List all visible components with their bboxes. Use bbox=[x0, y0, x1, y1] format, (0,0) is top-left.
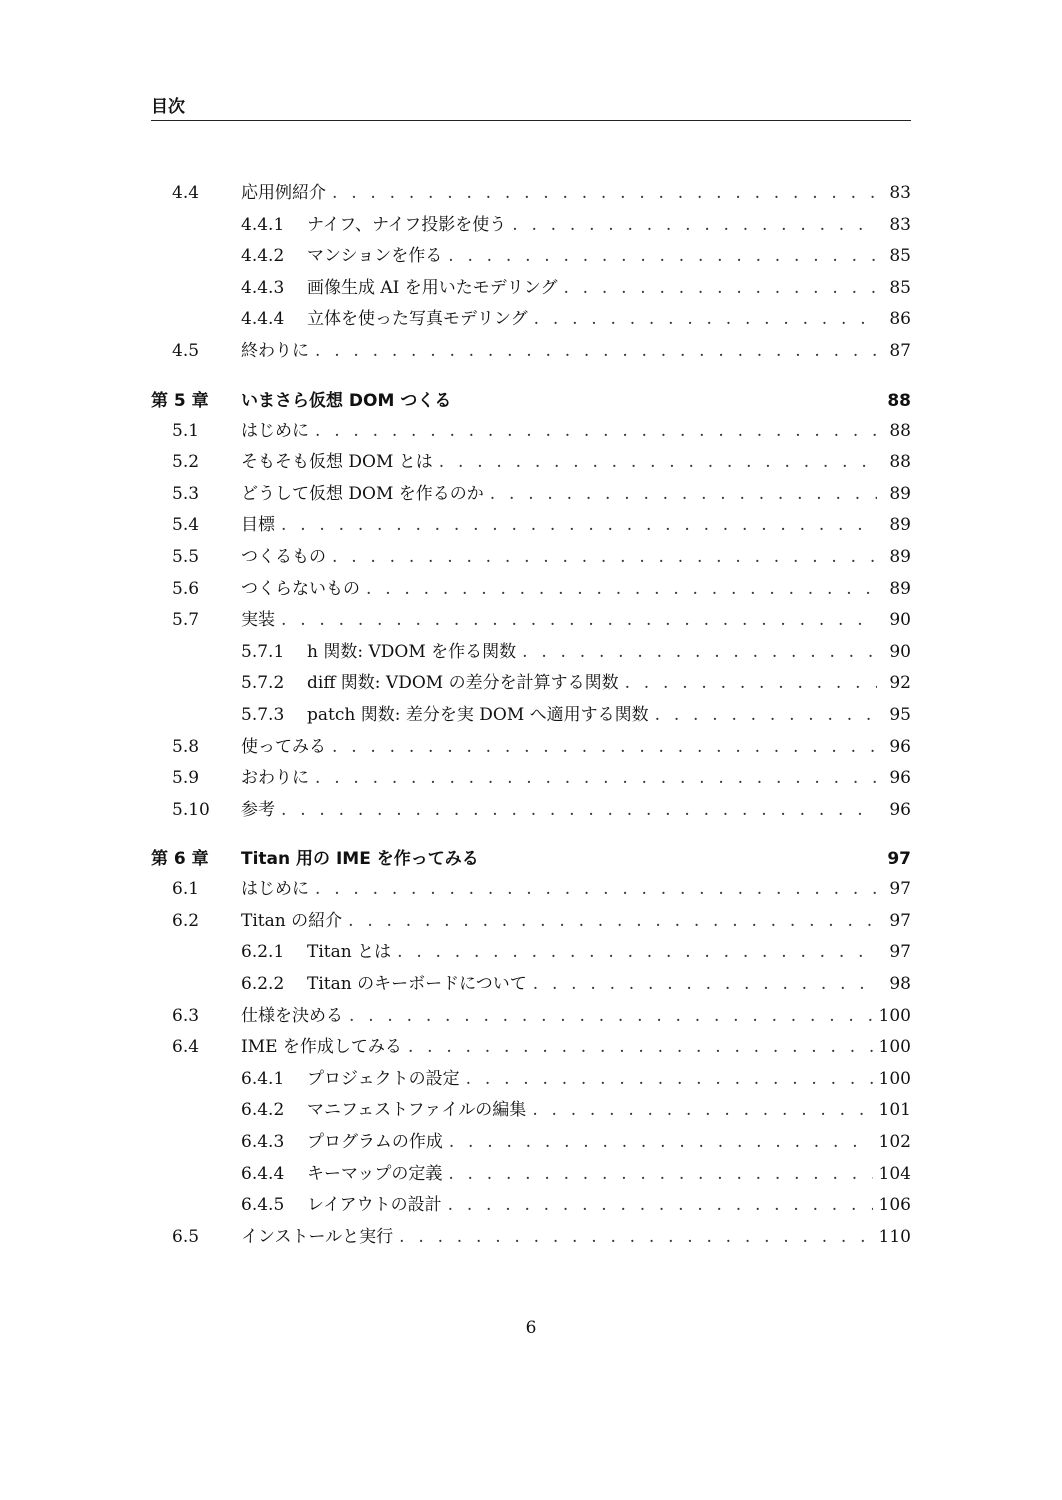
chapter-title: Titan 用の IME を作ってみる bbox=[241, 849, 479, 870]
page-ref: 96 bbox=[889, 768, 911, 789]
subsection-number: 6.2.1 bbox=[241, 942, 285, 963]
toc-section-entry[interactable] bbox=[151, 1032, 911, 1064]
page-ref: 90 bbox=[889, 610, 911, 631]
leader-dots bbox=[532, 1095, 872, 1127]
section-title: そもそも仮想 DOM とは bbox=[241, 452, 433, 473]
toc-section-entry[interactable] bbox=[151, 336, 911, 368]
leader-dots bbox=[397, 937, 877, 969]
subsection-title: ナイフ、ナイフ投影を使う bbox=[307, 214, 507, 235]
toc-section-entry[interactable] bbox=[151, 874, 911, 906]
leader-dots bbox=[522, 637, 877, 669]
page-ref: 102 bbox=[878, 1132, 911, 1153]
page-ref: 97 bbox=[887, 849, 911, 870]
toc-subsection-entry[interactable] bbox=[151, 700, 911, 732]
page-ref: 88 bbox=[887, 390, 911, 411]
subsection-number: 6.4.3 bbox=[241, 1132, 285, 1153]
subsection-number: 5.7.2 bbox=[241, 673, 285, 694]
section-title: 仕様を決める bbox=[241, 1005, 343, 1026]
subsection-title: diff 関数: VDOM の差分を計算する関数 bbox=[307, 673, 619, 694]
toc-section-entry[interactable] bbox=[151, 1222, 911, 1254]
leader-dots bbox=[315, 416, 877, 448]
page-ref: 90 bbox=[889, 641, 911, 662]
running-header bbox=[151, 92, 911, 121]
section-number: 5.2 bbox=[172, 452, 200, 473]
section-title: 実装 bbox=[241, 610, 275, 631]
subsection-number: 6.2.2 bbox=[241, 974, 285, 995]
page-number: 6 bbox=[525, 1318, 537, 1338]
subsection-title: 立体を使った写真モデリング bbox=[307, 309, 528, 330]
leader-dots bbox=[315, 336, 877, 368]
toc-chapter-entry[interactable] bbox=[151, 844, 911, 874]
leader-dots bbox=[399, 1222, 872, 1254]
section-number: 5.4 bbox=[172, 515, 200, 536]
page-ref: 101 bbox=[878, 1100, 911, 1121]
page-ref: 89 bbox=[889, 515, 911, 536]
leader-dots bbox=[490, 479, 877, 511]
toc-subsection-entry[interactable] bbox=[151, 1127, 911, 1159]
page-ref: 83 bbox=[889, 214, 911, 235]
page-ref: 97 bbox=[889, 879, 911, 900]
leader-dots bbox=[315, 763, 877, 795]
section-number: 6.4 bbox=[172, 1037, 200, 1058]
leader-dots bbox=[448, 1190, 873, 1222]
section-number: 6.2 bbox=[172, 910, 200, 931]
leader-dots bbox=[348, 906, 877, 938]
subsection-number: 6.4.2 bbox=[241, 1100, 285, 1121]
subsection-title: Titan とは bbox=[307, 942, 392, 963]
toc-section-entry[interactable] bbox=[151, 1001, 911, 1033]
page-ref: 95 bbox=[889, 704, 911, 725]
section-number: 4.5 bbox=[172, 340, 200, 361]
toc-subsection-entry[interactable] bbox=[151, 241, 911, 273]
section-number: 4.4 bbox=[172, 183, 200, 203]
table-of-contents bbox=[151, 178, 911, 1253]
page-ref: 88 bbox=[889, 420, 911, 441]
toc-section-entry[interactable] bbox=[151, 795, 911, 827]
toc-section-entry[interactable] bbox=[151, 542, 911, 574]
leader-dots bbox=[534, 304, 877, 336]
toc-subsection-entry[interactable] bbox=[151, 210, 911, 242]
section-number: 5.3 bbox=[172, 483, 200, 504]
leader-dots bbox=[625, 668, 877, 700]
subsection-number: 6.4.4 bbox=[241, 1163, 285, 1184]
leader-dots bbox=[332, 542, 877, 574]
toc-subsection-entry[interactable] bbox=[151, 937, 911, 969]
toc-section-entry[interactable] bbox=[151, 763, 911, 795]
page-ref: 110 bbox=[878, 1226, 911, 1247]
section-title: どうして仮想 DOM を作るのか bbox=[241, 483, 484, 504]
leader-dots bbox=[349, 1001, 873, 1033]
section-title: 応用例紹介 bbox=[241, 183, 326, 203]
section-title: おわりに bbox=[241, 768, 309, 789]
page-ref: 85 bbox=[889, 277, 911, 298]
toc-subsection-entry[interactable] bbox=[151, 1095, 911, 1127]
page-ref: 97 bbox=[889, 942, 911, 963]
toc-section-entry[interactable] bbox=[151, 906, 911, 938]
subsection-title: プログラムの作成 bbox=[307, 1132, 443, 1153]
section-title: インストールと実行 bbox=[241, 1226, 394, 1247]
leader-dots bbox=[449, 1127, 873, 1159]
section-title: 参考 bbox=[241, 799, 275, 820]
subsection-number: 4.4.1 bbox=[241, 214, 285, 235]
page-ref: 89 bbox=[889, 578, 911, 599]
section-title: はじめに bbox=[241, 879, 309, 900]
toc-section-entry[interactable] bbox=[151, 447, 911, 479]
toc-subsection-entry[interactable] bbox=[151, 1064, 911, 1096]
page-ref: 96 bbox=[889, 799, 911, 820]
subsection-number: 6.4.1 bbox=[241, 1068, 285, 1089]
toc-subsection-entry[interactable] bbox=[151, 1190, 911, 1222]
toc-section-entry[interactable] bbox=[151, 510, 911, 542]
chapter-title: いまさら仮想 DOM つくる bbox=[241, 390, 452, 411]
leader-dots bbox=[332, 178, 877, 210]
subsection-number: 5.7.3 bbox=[241, 704, 285, 725]
subsection-title: Titan のキーボードについて bbox=[307, 974, 527, 995]
toc-subsection-entry[interactable] bbox=[151, 273, 911, 305]
subsection-title: 画像生成 AI を用いたモデリング bbox=[307, 277, 558, 298]
subsection-title: レイアウトの設計 bbox=[307, 1195, 442, 1216]
section-number: 5.8 bbox=[172, 736, 200, 757]
leader-dots bbox=[655, 700, 877, 732]
toc-subsection-entry[interactable] bbox=[151, 668, 911, 700]
subsection-title: マニフェストファイルの編集 bbox=[307, 1100, 527, 1121]
section-title: 終わりに bbox=[241, 340, 309, 361]
page-ref: 83 bbox=[889, 183, 911, 203]
page-ref: 85 bbox=[889, 246, 911, 267]
subsection-number: 6.4.5 bbox=[241, 1195, 285, 1216]
page-ref: 100 bbox=[878, 1037, 911, 1058]
section-number: 5.9 bbox=[172, 768, 200, 789]
section-title: 目標 bbox=[241, 515, 275, 536]
chapter-number: 第 6 章 bbox=[151, 849, 209, 870]
leader-dots bbox=[281, 605, 877, 637]
toc-section-entry[interactable] bbox=[151, 605, 911, 637]
toc-section-entry[interactable] bbox=[151, 178, 911, 210]
page-ref: 104 bbox=[878, 1163, 911, 1184]
page-ref: 96 bbox=[889, 736, 911, 757]
page-ref: 88 bbox=[889, 452, 911, 473]
subsection-title: h 関数: VDOM を作る関数 bbox=[307, 641, 517, 662]
toc-section-entry[interactable] bbox=[151, 479, 911, 511]
leader-dots bbox=[408, 1032, 873, 1064]
page-ref: 106 bbox=[878, 1195, 911, 1216]
leader-dots bbox=[448, 1159, 872, 1191]
toc-subsection-entry[interactable] bbox=[151, 1159, 911, 1191]
section-number: 6.5 bbox=[172, 1226, 200, 1247]
page-ref: 89 bbox=[889, 483, 911, 504]
leader-dots bbox=[366, 574, 877, 606]
leader-dots bbox=[448, 241, 877, 273]
toc-subsection-entry[interactable] bbox=[151, 969, 911, 1001]
leader-dots bbox=[466, 1064, 873, 1096]
subsection-number: 4.4.3 bbox=[241, 277, 285, 298]
toc-section-entry[interactable] bbox=[151, 416, 911, 448]
leader-dots bbox=[439, 447, 877, 479]
page-ref: 98 bbox=[889, 974, 911, 995]
page-ref: 87 bbox=[889, 340, 911, 361]
page-ref: 92 bbox=[889, 673, 911, 694]
subsection-title: マンションを作る bbox=[307, 246, 443, 267]
page-ref: 97 bbox=[889, 910, 911, 931]
subsection-number: 4.4.4 bbox=[241, 309, 285, 330]
leader-dots bbox=[533, 969, 877, 1001]
section-number: 5.7 bbox=[172, 610, 200, 631]
leader-dots bbox=[315, 874, 877, 906]
section-title: IME を作成してみる bbox=[241, 1037, 402, 1058]
section-title: 使ってみる bbox=[241, 736, 326, 757]
leader-dots bbox=[281, 795, 877, 827]
toc-section-entry[interactable] bbox=[151, 574, 911, 606]
section-title: つくるもの bbox=[241, 546, 326, 567]
section-number: 5.6 bbox=[172, 578, 200, 599]
page-ref: 100 bbox=[878, 1005, 911, 1026]
section-number: 6.3 bbox=[172, 1005, 200, 1026]
header-title: 目次 bbox=[151, 97, 185, 117]
section-title: つくらないもの bbox=[241, 578, 360, 599]
section-title: はじめに bbox=[241, 420, 309, 441]
chapter-number: 第 5 章 bbox=[151, 390, 209, 411]
leader-dots bbox=[281, 510, 877, 542]
subsection-title: キーマップの定義 bbox=[307, 1163, 443, 1184]
subsection-title: プロジェクトの設定 bbox=[307, 1068, 460, 1089]
toc-subsection-entry[interactable] bbox=[151, 637, 911, 669]
section-number: 5.1 bbox=[172, 420, 200, 441]
section-title: Titan の紹介 bbox=[241, 910, 343, 931]
section-number: 5.5 bbox=[172, 546, 200, 567]
page-ref: 100 bbox=[878, 1068, 911, 1089]
section-number: 6.1 bbox=[172, 879, 200, 900]
subsection-number: 5.7.1 bbox=[241, 641, 285, 662]
toc-chapter-entry[interactable] bbox=[151, 386, 911, 416]
section-number: 5.10 bbox=[172, 799, 210, 820]
leader-dots bbox=[563, 273, 877, 305]
toc-subsection-entry[interactable] bbox=[151, 304, 911, 336]
leader-dots bbox=[332, 732, 877, 764]
toc-section-entry[interactable] bbox=[151, 732, 911, 764]
subsection-number: 4.4.2 bbox=[241, 246, 285, 267]
leader-dots bbox=[512, 210, 877, 242]
page-ref: 89 bbox=[889, 546, 911, 567]
subsection-title: patch 関数: 差分を実 DOM へ適用する関数 bbox=[307, 704, 649, 725]
page-ref: 86 bbox=[889, 309, 911, 330]
